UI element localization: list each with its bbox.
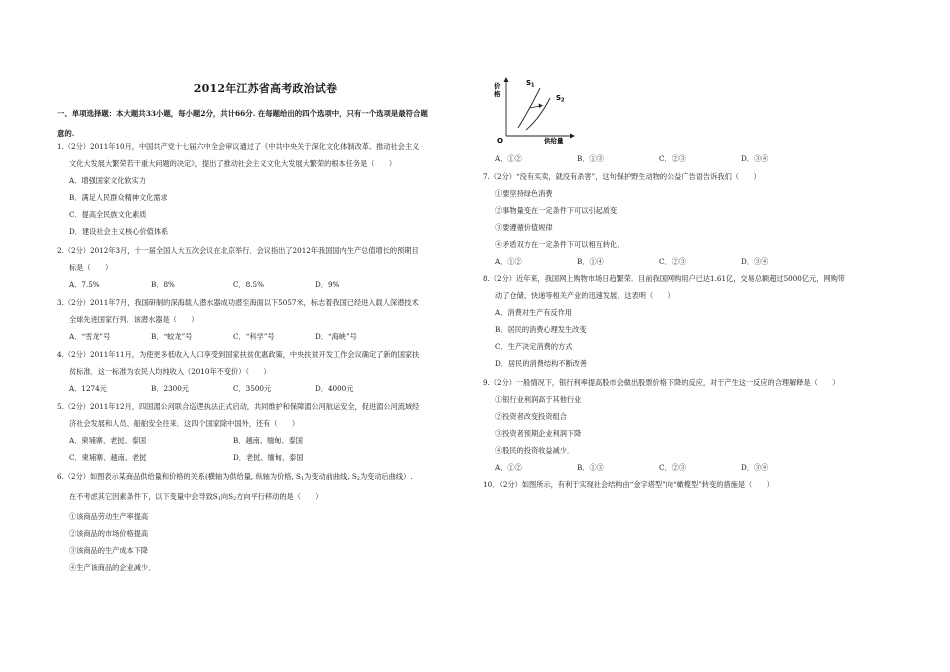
option-a: A．柬埔寨、老挝、泰国: [69, 436, 147, 445]
option-c: C．3500元: [233, 384, 272, 393]
option-c: C．柬埔寨、越南、老挝: [69, 453, 147, 462]
question-stem: 7.（2分）“没有买卖，就没有杀害”，这句保护野生动物的公益广告语告诉我们（ ）: [483, 172, 761, 181]
question-7: [483, 168, 903, 270]
options-row: [57, 449, 477, 466]
options-row: [483, 253, 903, 270]
statement-item: ②该商品的市场价格提高: [69, 529, 149, 538]
option-d: D．居民的消费结构不断改善: [495, 359, 588, 368]
question-stem: 在不考虑其它因素条件下，以下变量中会导致$S_1$向$S_2$方向平行移动的是（ ）: [69, 492, 323, 502]
option-d: D．4000元: [315, 384, 354, 393]
option-a: A．1274元: [69, 384, 107, 393]
statement-item: ①要坚持绿色消费: [495, 189, 553, 198]
question-stem: 全球先进国家行列．该潜水器是（ ）: [69, 315, 199, 324]
option-b: B．①③: [577, 463, 604, 472]
option-a: A．①②: [495, 463, 522, 472]
statement-item: ④矛盾双方在一定条件下可以相互转化．: [495, 240, 625, 249]
statement-item: ①该商品劳动生产率提高: [69, 512, 149, 521]
options-row: [483, 459, 903, 476]
option-d: D．建设社会主义核心价值体系: [69, 227, 169, 236]
statement-item: ③该商品的生产成本下降: [69, 546, 149, 555]
options-row: [57, 328, 477, 345]
question-10: [483, 476, 903, 493]
options-row: [57, 380, 477, 397]
section-heading-line2: 意的.: [57, 129, 75, 138]
option-b: B．2300元: [151, 384, 189, 393]
option-c: C．②③: [659, 154, 687, 163]
question-stem: 标是（ ）: [69, 263, 113, 272]
curve-s1: [518, 88, 540, 128]
question-stem: 10．（2分）如图所示，有利于实现社会结构由“金字塔型”向“橄榄型”转变的措施是（ ）: [483, 480, 774, 489]
option-b: B．8%: [151, 280, 175, 289]
option-a: A．7.5%: [69, 280, 100, 289]
option-d: D．“海峡”号: [315, 332, 357, 341]
option-a: A．“雪龙”号: [69, 332, 111, 341]
question-6: [57, 468, 477, 576]
option-a: A．①②: [495, 154, 522, 163]
question-stem: 济社会发展和人员、船舶安全往来．这四个国家除中国外，还有（ ）: [69, 419, 300, 428]
y-axis-label: 格: [494, 90, 501, 98]
option-b: B．越南、缅甸、泰国: [233, 436, 303, 445]
question-stem: 9.（2分）一般情况下，银行利率提高股市会做出股票价格下降的反应，对于产生这一反应的合理解释是（ ）: [483, 378, 840, 387]
question-stem: 贫标准．这一标准为农民人均纯收入（2010年不变价）（ ）: [69, 367, 271, 376]
options-row: [483, 150, 903, 167]
question-3: [57, 294, 477, 345]
statement-item: ③要遵循价值规律: [495, 223, 553, 232]
option-c: C．提高全民族文化素质: [69, 210, 147, 219]
option-c: C．“科学”号: [233, 332, 275, 341]
curve-s2: [526, 98, 550, 130]
question-5: [57, 398, 477, 466]
option-a: A．消费对生产有反作用: [495, 308, 573, 317]
question-9: [483, 374, 903, 476]
question-stem: 1.（2分）2011年10月，中国共产党十七届六中全会审议通过了《中共中央关于深化文化体制改革、推动社会主义: [57, 142, 420, 151]
question-4: [57, 346, 477, 397]
statement-item: ①银行业利润高于其他行业: [495, 395, 582, 404]
option-d: D．老挝、缅甸、泰国: [233, 453, 304, 462]
question-stem: 文化大发展大繁荣若干重大问题的决定》，提出了推动社会主义文化大发展大繁荣的根本任务是（ ）: [69, 159, 397, 168]
option-d: D．③④: [741, 463, 769, 472]
question-stem: 8.（2分）近年来，我国网上购物市场日趋繁荣．目前我国网购用户已达1.61亿，交易总额超过5000亿元，网购带: [483, 274, 845, 283]
page-title: 2012年江苏省高考政治试卷: [193, 82, 338, 95]
origin-label: O: [497, 137, 503, 144]
option-b: B．①③: [577, 154, 604, 163]
statement-item: ④生产该商品的企业减少．: [69, 563, 156, 572]
shift-arrowhead: [539, 104, 544, 109]
question-6-options: [483, 150, 903, 167]
statement-item: ②事物量变在一定条件下可以引起质变: [495, 206, 618, 215]
shift-arrow: [530, 106, 540, 108]
curve-s2-label: $S_2$: [556, 94, 565, 104]
question-2: [57, 242, 477, 293]
statement-item: ④股民的投资收益减少．: [495, 446, 575, 455]
statement-item: ②投资者改变投资组合: [495, 412, 567, 421]
option-b: B．满足人民群众精神文化需求: [69, 193, 168, 202]
option-d: D．③④: [741, 154, 769, 163]
question-stem: 动了仓储、快递等相关产业的迅速发展．这表明（ ）: [495, 291, 675, 300]
option-c: C．②③: [659, 257, 687, 266]
section-heading-line1: 一、单项选择题：本大题共33小题，每小题2分，共计66分. 在每题给出的四个选项中，只有一个选项是最符合题: [57, 109, 428, 118]
option-b: B．居民的消费心理发生改变: [495, 325, 587, 334]
question-stem: 5.（2分）2011年12月，四国湄公河联合巡逻执法正式启动，共同维护和保障湄公河航运安全，促进湄公河流域经: [57, 402, 420, 411]
options-row: [57, 432, 477, 449]
x-axis-arrow: [570, 134, 575, 139]
question-1: [57, 138, 477, 240]
question-stem: 4.（2分）2011年11月，为使更多低收入人口享受到国家扶贫优惠政策，中央扶贫开发工作会议确定了新的国家扶: [57, 350, 420, 359]
option-a: A．①②: [495, 257, 522, 266]
question-stem: 6.（2分）如图表示某商品供给量和价格的关系(横轴为供给量, 纵轴为价格, $S_1$为变动前曲线, $S_2$为变动后曲线）.: [57, 472, 413, 482]
options-row: [57, 276, 477, 293]
option-c: C．②③: [659, 463, 687, 472]
option-a: A．增强国家文化软实力: [69, 176, 147, 185]
option-d: D．9%: [315, 280, 340, 289]
option-c: C．生产决定消费的方式: [495, 342, 573, 351]
y-axis-arrow: [504, 77, 509, 82]
option-b: B．“蛟龙”号: [151, 332, 193, 341]
question-stem: 3.（2分）2011年7月，我国研制的深海载人潜水器成功潜至海面以下5057米，标志着我国已经进入载人深潜技术: [57, 298, 419, 307]
option-c: C．8.5%: [233, 280, 264, 289]
x-axis-label: 供给量: [544, 137, 564, 144]
supply-curve-figure: [492, 76, 582, 144]
y-axis-label: 价: [494, 82, 501, 90]
question-stem: 2.（2分）2012年3月，十一届全国人大五次会议在北京举行．会议指出了2012年我国国内生产总值增长的预期目: [57, 246, 419, 255]
statement-item: ③投资者预期企业利润下降: [495, 429, 582, 438]
curve-s1-label: $S_1$: [526, 79, 535, 89]
option-d: D．③④: [741, 257, 769, 266]
question-8: [483, 270, 903, 372]
option-b: B．①④: [577, 257, 604, 266]
